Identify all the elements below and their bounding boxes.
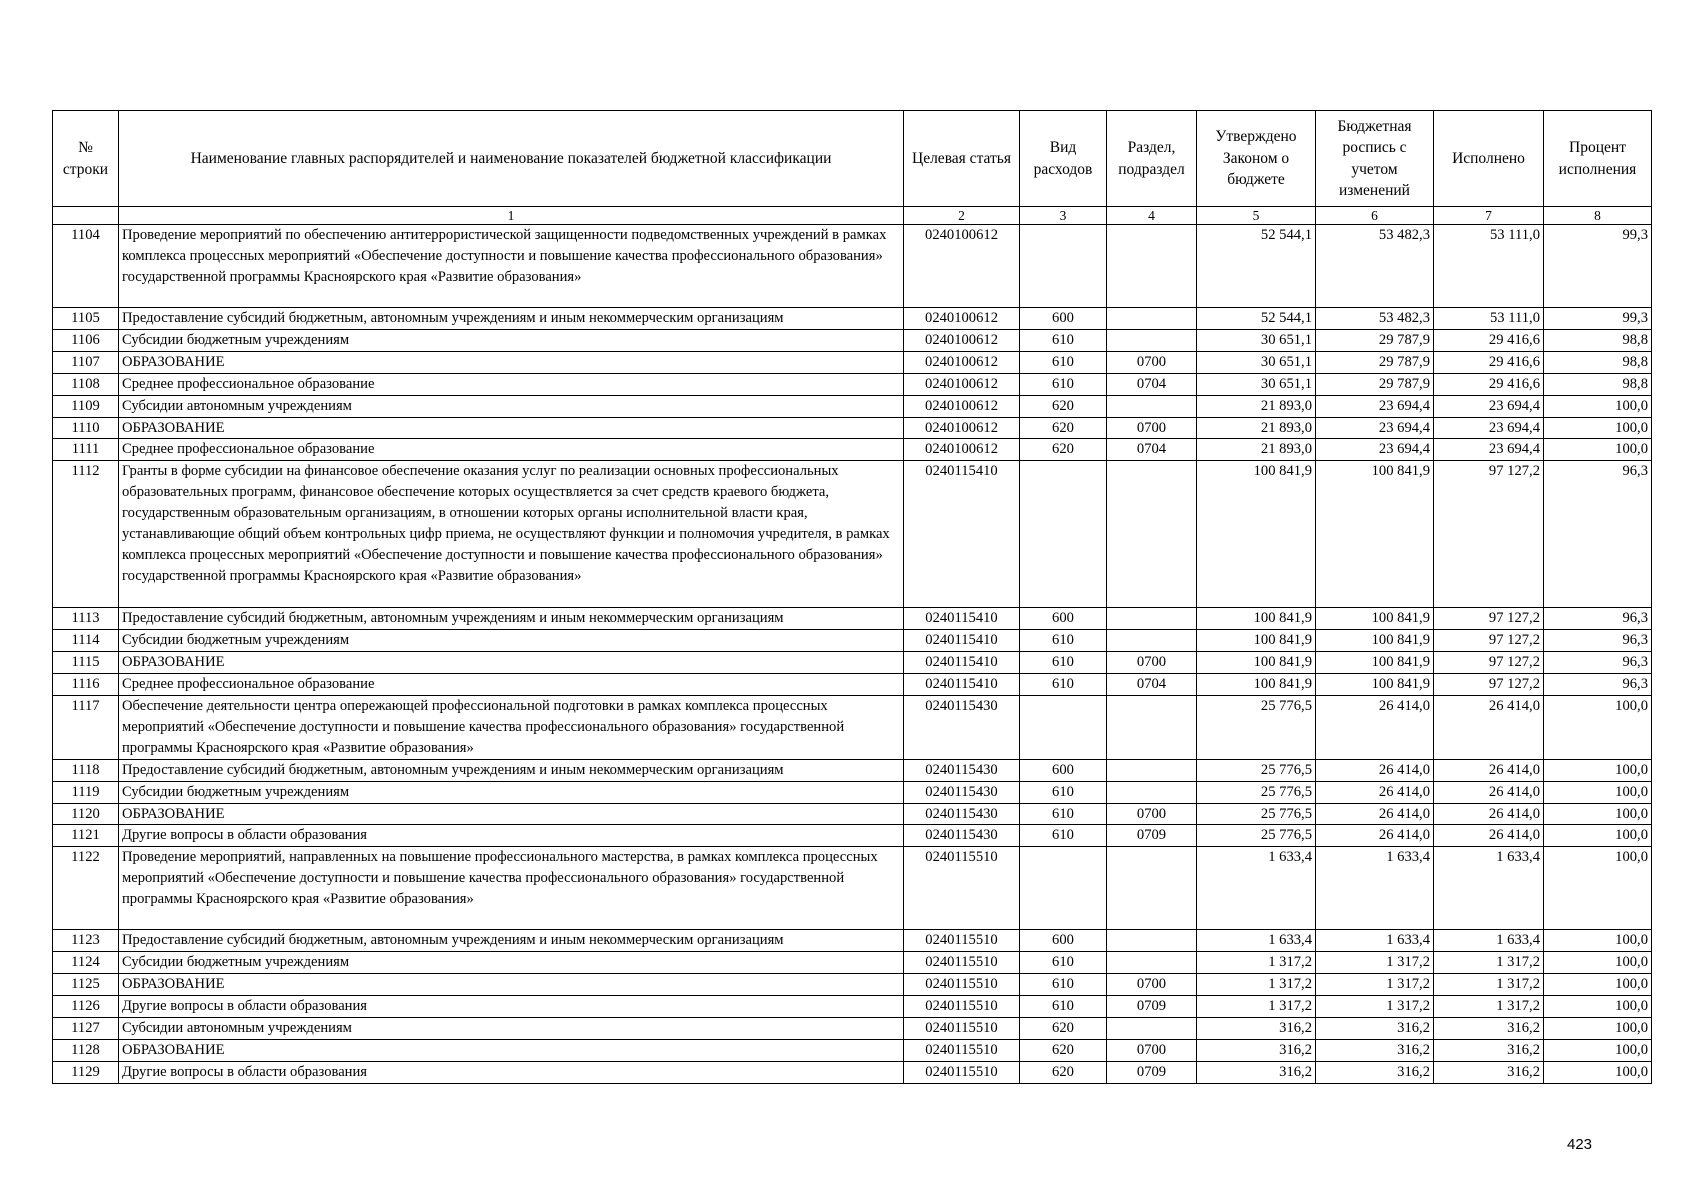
table-row <box>53 1061 1652 1083</box>
row-number-cell: 1106 <box>53 329 119 351</box>
row-number-cell: 1113 <box>53 608 119 630</box>
row-number-cell: 1112 <box>53 461 119 608</box>
approved-amount-cell: 100 841,9 <box>1197 652 1316 674</box>
table-row <box>53 1017 1652 1039</box>
budget-schedule-cell: 100 841,9 <box>1316 674 1434 696</box>
column-number: 4 <box>1107 207 1197 225</box>
row-number-cell: 1104 <box>53 225 119 308</box>
table-row <box>53 461 1652 608</box>
approved-amount-cell: 100 841,9 <box>1197 608 1316 630</box>
approved-amount-cell: 52 544,1 <box>1197 308 1316 330</box>
executed-amount-cell: 29 416,6 <box>1434 373 1544 395</box>
percent-cell: 100,0 <box>1544 781 1652 803</box>
header-executed: Исполнено <box>1434 111 1544 207</box>
table-row <box>53 759 1652 781</box>
row-number-cell: 1118 <box>53 759 119 781</box>
target-article-cell: 0240100612 <box>904 417 1020 439</box>
percent-cell: 100,0 <box>1544 695 1652 759</box>
budget-schedule-cell: 100 841,9 <box>1316 461 1434 608</box>
section-cell: 0704 <box>1107 674 1197 696</box>
row-number-cell: 1122 <box>53 847 119 930</box>
executed-amount-cell: 316,2 <box>1434 1039 1544 1061</box>
percent-cell: 98,8 <box>1544 329 1652 351</box>
indicator-name-cell: Среднее профессиональное образование <box>119 674 904 696</box>
table-row <box>53 803 1652 825</box>
expense-type-cell <box>1020 847 1107 930</box>
expense-type-cell: 610 <box>1020 974 1107 996</box>
budget-schedule-cell: 26 414,0 <box>1316 759 1434 781</box>
percent-cell: 100,0 <box>1544 1017 1652 1039</box>
section-cell <box>1107 759 1197 781</box>
approved-amount-cell: 1 317,2 <box>1197 974 1316 996</box>
indicator-name-cell: ОБРАЗОВАНИЕ <box>119 417 904 439</box>
percent-cell: 100,0 <box>1544 395 1652 417</box>
header-row-no: № строки <box>53 111 119 207</box>
table-row <box>53 630 1652 652</box>
target-article-cell: 0240115510 <box>904 1039 1020 1061</box>
indicator-name-cell: Субсидии бюджетным учреждениям <box>119 329 904 351</box>
approved-amount-cell: 30 651,1 <box>1197 351 1316 373</box>
section-cell: 0709 <box>1107 996 1197 1018</box>
budget-schedule-cell: 1 317,2 <box>1316 952 1434 974</box>
approved-amount-cell: 21 893,0 <box>1197 417 1316 439</box>
column-number: 8 <box>1544 207 1652 225</box>
executed-amount-cell: 97 127,2 <box>1434 674 1544 696</box>
percent-cell: 96,3 <box>1544 630 1652 652</box>
column-number: 6 <box>1316 207 1434 225</box>
section-cell: 0709 <box>1107 825 1197 847</box>
executed-amount-cell: 97 127,2 <box>1434 652 1544 674</box>
percent-cell: 96,3 <box>1544 608 1652 630</box>
table-row <box>53 952 1652 974</box>
approved-amount-cell: 21 893,0 <box>1197 439 1316 461</box>
expense-type-cell: 610 <box>1020 373 1107 395</box>
approved-amount-cell: 25 776,5 <box>1197 781 1316 803</box>
row-number-cell: 1108 <box>53 373 119 395</box>
table-row <box>53 1039 1652 1061</box>
indicator-name-cell: ОБРАЗОВАНИЕ <box>119 351 904 373</box>
approved-amount-cell: 316,2 <box>1197 1061 1316 1083</box>
executed-amount-cell: 26 414,0 <box>1434 825 1544 847</box>
row-number-cell: 1115 <box>53 652 119 674</box>
header-expense-type: Вид расходов <box>1020 111 1107 207</box>
expense-type-cell: 610 <box>1020 781 1107 803</box>
expense-type-cell <box>1020 461 1107 608</box>
approved-amount-cell: 21 893,0 <box>1197 395 1316 417</box>
column-number: 7 <box>1434 207 1544 225</box>
table-row <box>53 652 1652 674</box>
expense-type-cell <box>1020 225 1107 308</box>
executed-amount-cell: 97 127,2 <box>1434 608 1544 630</box>
approved-amount-cell: 316,2 <box>1197 1039 1316 1061</box>
budget-schedule-cell: 26 414,0 <box>1316 695 1434 759</box>
approved-amount-cell: 25 776,5 <box>1197 803 1316 825</box>
indicator-name-cell: Другие вопросы в области образования <box>119 1061 904 1083</box>
percent-cell: 100,0 <box>1544 417 1652 439</box>
budget-schedule-cell: 53 482,3 <box>1316 308 1434 330</box>
target-article-cell: 0240100612 <box>904 395 1020 417</box>
target-article-cell: 0240115510 <box>904 974 1020 996</box>
section-cell <box>1107 608 1197 630</box>
row-number-cell: 1109 <box>53 395 119 417</box>
column-number: 2 <box>904 207 1020 225</box>
indicator-name-cell: Субсидии бюджетным учреждениям <box>119 952 904 974</box>
expense-type-cell: 610 <box>1020 996 1107 1018</box>
indicator-name-cell: Проведение мероприятий, направленных на повышение профессионального мастерства, в рамках комплекса процессных мероприятий «Обеспечение доступности и повышение качества профессионального образования» государственной программы Красноярского края «Развитие образования» <box>119 847 904 930</box>
row-number-cell: 1116 <box>53 674 119 696</box>
target-article-cell: 0240100612 <box>904 439 1020 461</box>
column-number: 1 <box>119 207 904 225</box>
budget-schedule-cell: 29 787,9 <box>1316 351 1434 373</box>
expense-type-cell: 600 <box>1020 759 1107 781</box>
percent-cell: 98,8 <box>1544 351 1652 373</box>
expense-type-cell: 610 <box>1020 652 1107 674</box>
row-number-cell: 1105 <box>53 308 119 330</box>
table-row <box>53 781 1652 803</box>
section-cell: 0700 <box>1107 974 1197 996</box>
expense-type-cell: 620 <box>1020 1039 1107 1061</box>
target-article-cell: 0240100612 <box>904 329 1020 351</box>
header-percent: Процент исполнения <box>1544 111 1652 207</box>
section-cell <box>1107 461 1197 608</box>
row-number-cell: 1119 <box>53 781 119 803</box>
table-row <box>53 996 1652 1018</box>
section-cell: 0700 <box>1107 803 1197 825</box>
expense-type-cell: 600 <box>1020 930 1107 952</box>
table-row <box>53 308 1652 330</box>
row-number-cell: 1126 <box>53 996 119 1018</box>
target-article-cell: 0240115410 <box>904 608 1020 630</box>
percent-cell: 98,8 <box>1544 373 1652 395</box>
executed-amount-cell: 26 414,0 <box>1434 759 1544 781</box>
target-article-cell: 0240115410 <box>904 630 1020 652</box>
indicator-name-cell: ОБРАЗОВАНИЕ <box>119 803 904 825</box>
page-number: 423 <box>1567 1136 1593 1153</box>
expense-type-cell: 610 <box>1020 351 1107 373</box>
row-number-cell: 1123 <box>53 930 119 952</box>
percent-cell: 100,0 <box>1544 974 1652 996</box>
indicator-name-cell: Предоставление субсидий бюджетным, автономным учреждениям и иным некоммерческим организациям <box>119 608 904 630</box>
column-number: 3 <box>1020 207 1107 225</box>
table-row <box>53 608 1652 630</box>
target-article-cell: 0240115410 <box>904 652 1020 674</box>
target-article-cell: 0240115430 <box>904 781 1020 803</box>
table-row <box>53 674 1652 696</box>
indicator-name-cell: Другие вопросы в области образования <box>119 825 904 847</box>
target-article-cell: 0240115430 <box>904 759 1020 781</box>
header-name: Наименование главных распорядителей и наименование показателей бюджетной классификации <box>119 111 904 207</box>
budget-schedule-cell: 53 482,3 <box>1316 225 1434 308</box>
executed-amount-cell: 23 694,4 <box>1434 395 1544 417</box>
indicator-name-cell: ОБРАЗОВАНИЕ <box>119 974 904 996</box>
section-cell: 0704 <box>1107 439 1197 461</box>
section-cell <box>1107 930 1197 952</box>
approved-amount-cell: 52 544,1 <box>1197 225 1316 308</box>
percent-cell: 100,0 <box>1544 930 1652 952</box>
column-number: 5 <box>1197 207 1316 225</box>
indicator-name-cell: Другие вопросы в области образования <box>119 996 904 1018</box>
executed-amount-cell: 23 694,4 <box>1434 439 1544 461</box>
indicator-name-cell: Среднее профессиональное образование <box>119 373 904 395</box>
row-number-cell: 1117 <box>53 695 119 759</box>
section-cell <box>1107 329 1197 351</box>
percent-cell: 100,0 <box>1544 847 1652 930</box>
budget-sheet <box>52 110 1651 1084</box>
indicator-name-cell: Обеспечение деятельности центра опережающей профессиональной подготовки в рамках комплекса процессных мероприятий «Обеспечение доступности и повышение качества профессионального образования» государственной программы Красноярского края «Развитие образования» <box>119 695 904 759</box>
target-article-cell: 0240115430 <box>904 695 1020 759</box>
indicator-name-cell: Субсидии автономным учреждениям <box>119 1017 904 1039</box>
executed-amount-cell: 97 127,2 <box>1434 630 1544 652</box>
percent-cell: 100,0 <box>1544 803 1652 825</box>
expense-type-cell: 600 <box>1020 308 1107 330</box>
row-number-cell: 1114 <box>53 630 119 652</box>
header-row <box>53 111 1652 207</box>
column-number-row <box>53 207 1652 225</box>
expense-type-cell: 610 <box>1020 630 1107 652</box>
section-cell <box>1107 1017 1197 1039</box>
executed-amount-cell: 316,2 <box>1434 1017 1544 1039</box>
target-article-cell: 0240100612 <box>904 225 1020 308</box>
table-row <box>53 417 1652 439</box>
table-row <box>53 825 1652 847</box>
approved-amount-cell: 30 651,1 <box>1197 329 1316 351</box>
approved-amount-cell: 1 317,2 <box>1197 996 1316 1018</box>
row-number-cell: 1128 <box>53 1039 119 1061</box>
indicator-name-cell: Гранты в форме субсидии на финансовое обеспечение оказания услуг по реализации основных профессиональных образовательных программ, финансовое обеспечение которых осуществляется за счет средств краевого бюджета, государственным образовательным организациям, в отношении которых органы исполнительной власти края, устанавливающие общий объем контрольных цифр приема, не осуществляют функции и полномочия учредителя, в рамках комплекса процессных мероприятий «Обеспечение доступности и повышение качества профессионального образования» государственной программы Красноярского края «Развитие образования» <box>119 461 904 608</box>
header-approved: Утверждено Законом о бюджете <box>1197 111 1316 207</box>
section-cell: 0709 <box>1107 1061 1197 1083</box>
target-article-cell: 0240115510 <box>904 952 1020 974</box>
budget-table <box>52 110 1652 1084</box>
table-row <box>53 373 1652 395</box>
row-number-cell: 1125 <box>53 974 119 996</box>
expense-type-cell: 610 <box>1020 329 1107 351</box>
percent-cell: 96,3 <box>1544 674 1652 696</box>
percent-cell: 100,0 <box>1544 952 1652 974</box>
executed-amount-cell: 29 416,6 <box>1434 351 1544 373</box>
section-cell: 0704 <box>1107 373 1197 395</box>
target-article-cell: 0240115410 <box>904 461 1020 608</box>
approved-amount-cell: 100 841,9 <box>1197 630 1316 652</box>
target-article-cell: 0240100612 <box>904 351 1020 373</box>
row-number-cell: 1120 <box>53 803 119 825</box>
expense-type-cell: 610 <box>1020 952 1107 974</box>
executed-amount-cell: 26 414,0 <box>1434 781 1544 803</box>
table-row <box>53 395 1652 417</box>
executed-amount-cell: 1 633,4 <box>1434 847 1544 930</box>
executed-amount-cell: 26 414,0 <box>1434 803 1544 825</box>
section-cell <box>1107 630 1197 652</box>
target-article-cell: 0240115510 <box>904 1061 1020 1083</box>
table-row <box>53 930 1652 952</box>
approved-amount-cell: 316,2 <box>1197 1017 1316 1039</box>
column-number <box>53 207 119 225</box>
section-cell: 0700 <box>1107 652 1197 674</box>
budget-schedule-cell: 100 841,9 <box>1316 630 1434 652</box>
budget-schedule-cell: 23 694,4 <box>1316 439 1434 461</box>
header-budget-schedule: Бюджетная роспись с учетом изменений <box>1316 111 1434 207</box>
expense-type-cell: 600 <box>1020 608 1107 630</box>
indicator-name-cell: Предоставление субсидий бюджетным, автономным учреждениям и иным некоммерческим организациям <box>119 759 904 781</box>
approved-amount-cell: 30 651,1 <box>1197 373 1316 395</box>
indicator-name-cell: ОБРАЗОВАНИЕ <box>119 652 904 674</box>
approved-amount-cell: 1 633,4 <box>1197 930 1316 952</box>
section-cell <box>1107 781 1197 803</box>
table-row <box>53 974 1652 996</box>
expense-type-cell <box>1020 695 1107 759</box>
table-row <box>53 695 1652 759</box>
executed-amount-cell: 1 317,2 <box>1434 974 1544 996</box>
percent-cell: 100,0 <box>1544 825 1652 847</box>
expense-type-cell: 620 <box>1020 1017 1107 1039</box>
header-section: Раздел, подраздел <box>1107 111 1197 207</box>
table-body <box>53 225 1652 1084</box>
percent-cell: 99,3 <box>1544 225 1652 308</box>
budget-schedule-cell: 1 317,2 <box>1316 996 1434 1018</box>
budget-schedule-cell: 1 317,2 <box>1316 974 1434 996</box>
header-target-article: Целевая статья <box>904 111 1020 207</box>
expense-type-cell: 620 <box>1020 417 1107 439</box>
executed-amount-cell: 1 317,2 <box>1434 952 1544 974</box>
row-number-cell: 1127 <box>53 1017 119 1039</box>
executed-amount-cell: 23 694,4 <box>1434 417 1544 439</box>
budget-schedule-cell: 1 633,4 <box>1316 847 1434 930</box>
budget-schedule-cell: 26 414,0 <box>1316 803 1434 825</box>
row-number-cell: 1111 <box>53 439 119 461</box>
budget-schedule-cell: 316,2 <box>1316 1061 1434 1083</box>
executed-amount-cell: 97 127,2 <box>1434 461 1544 608</box>
indicator-name-cell: Субсидии бюджетным учреждениям <box>119 781 904 803</box>
approved-amount-cell: 100 841,9 <box>1197 461 1316 608</box>
budget-schedule-cell: 1 633,4 <box>1316 930 1434 952</box>
percent-cell: 99,3 <box>1544 308 1652 330</box>
expense-type-cell: 620 <box>1020 439 1107 461</box>
approved-amount-cell: 25 776,5 <box>1197 825 1316 847</box>
budget-schedule-cell: 316,2 <box>1316 1039 1434 1061</box>
executed-amount-cell: 29 416,6 <box>1434 329 1544 351</box>
row-number-cell: 1129 <box>53 1061 119 1083</box>
percent-cell: 96,3 <box>1544 652 1652 674</box>
row-number-cell: 1124 <box>53 952 119 974</box>
approved-amount-cell: 1 633,4 <box>1197 847 1316 930</box>
percent-cell: 100,0 <box>1544 1061 1652 1083</box>
target-article-cell: 0240100612 <box>904 373 1020 395</box>
section-cell <box>1107 395 1197 417</box>
budget-schedule-cell: 26 414,0 <box>1316 781 1434 803</box>
indicator-name-cell: Предоставление субсидий бюджетным, автономным учреждениям и иным некоммерческим организациям <box>119 930 904 952</box>
section-cell: 0700 <box>1107 1039 1197 1061</box>
table-row <box>53 329 1652 351</box>
target-article-cell: 0240115430 <box>904 803 1020 825</box>
budget-schedule-cell: 29 787,9 <box>1316 373 1434 395</box>
section-cell: 0700 <box>1107 351 1197 373</box>
approved-amount-cell: 100 841,9 <box>1197 674 1316 696</box>
indicator-name-cell: Субсидии автономным учреждениям <box>119 395 904 417</box>
target-article-cell: 0240115410 <box>904 674 1020 696</box>
percent-cell: 100,0 <box>1544 439 1652 461</box>
executed-amount-cell: 53 111,0 <box>1434 225 1544 308</box>
target-article-cell: 0240115430 <box>904 825 1020 847</box>
expense-type-cell: 620 <box>1020 395 1107 417</box>
section-cell <box>1107 695 1197 759</box>
budget-schedule-cell: 23 694,4 <box>1316 395 1434 417</box>
executed-amount-cell: 1 317,2 <box>1434 996 1544 1018</box>
percent-cell: 100,0 <box>1544 996 1652 1018</box>
expense-type-cell: 610 <box>1020 825 1107 847</box>
target-article-cell: 0240115510 <box>904 1017 1020 1039</box>
budget-schedule-cell: 23 694,4 <box>1316 417 1434 439</box>
target-article-cell: 0240115510 <box>904 930 1020 952</box>
target-article-cell: 0240115510 <box>904 996 1020 1018</box>
expense-type-cell: 610 <box>1020 674 1107 696</box>
approved-amount-cell: 25 776,5 <box>1197 695 1316 759</box>
executed-amount-cell: 26 414,0 <box>1434 695 1544 759</box>
expense-type-cell: 610 <box>1020 803 1107 825</box>
target-article-cell: 0240100612 <box>904 308 1020 330</box>
budget-schedule-cell: 100 841,9 <box>1316 608 1434 630</box>
section-cell <box>1107 308 1197 330</box>
budget-schedule-cell: 29 787,9 <box>1316 329 1434 351</box>
percent-cell: 100,0 <box>1544 759 1652 781</box>
row-number-cell: 1107 <box>53 351 119 373</box>
row-number-cell: 1121 <box>53 825 119 847</box>
approved-amount-cell: 25 776,5 <box>1197 759 1316 781</box>
indicator-name-cell: Предоставление субсидий бюджетным, автономным учреждениям и иным некоммерческим организациям <box>119 308 904 330</box>
table-row <box>53 225 1652 308</box>
executed-amount-cell: 53 111,0 <box>1434 308 1544 330</box>
indicator-name-cell: Проведение мероприятий по обеспечению антитеррористической защищенности подведомственных учреждений в рамках комплекса процессных мероприятий «Обеспечение доступности и повышение качества профессионального образования» государственной программы Красноярского края «Развитие образования» <box>119 225 904 308</box>
approved-amount-cell: 1 317,2 <box>1197 952 1316 974</box>
indicator-name-cell: ОБРАЗОВАНИЕ <box>119 1039 904 1061</box>
budget-schedule-cell: 100 841,9 <box>1316 652 1434 674</box>
table-row <box>53 351 1652 373</box>
row-number-cell: 1110 <box>53 417 119 439</box>
table-row <box>53 847 1652 930</box>
budget-schedule-cell: 26 414,0 <box>1316 825 1434 847</box>
target-article-cell: 0240115510 <box>904 847 1020 930</box>
indicator-name-cell: Среднее профессиональное образование <box>119 439 904 461</box>
section-cell: 0700 <box>1107 417 1197 439</box>
section-cell <box>1107 847 1197 930</box>
section-cell <box>1107 225 1197 308</box>
section-cell <box>1107 952 1197 974</box>
budget-schedule-cell: 316,2 <box>1316 1017 1434 1039</box>
expense-type-cell: 620 <box>1020 1061 1107 1083</box>
executed-amount-cell: 1 633,4 <box>1434 930 1544 952</box>
table-row <box>53 439 1652 461</box>
indicator-name-cell: Субсидии бюджетным учреждениям <box>119 630 904 652</box>
percent-cell: 96,3 <box>1544 461 1652 608</box>
percent-cell: 100,0 <box>1544 1039 1652 1061</box>
executed-amount-cell: 316,2 <box>1434 1061 1544 1083</box>
